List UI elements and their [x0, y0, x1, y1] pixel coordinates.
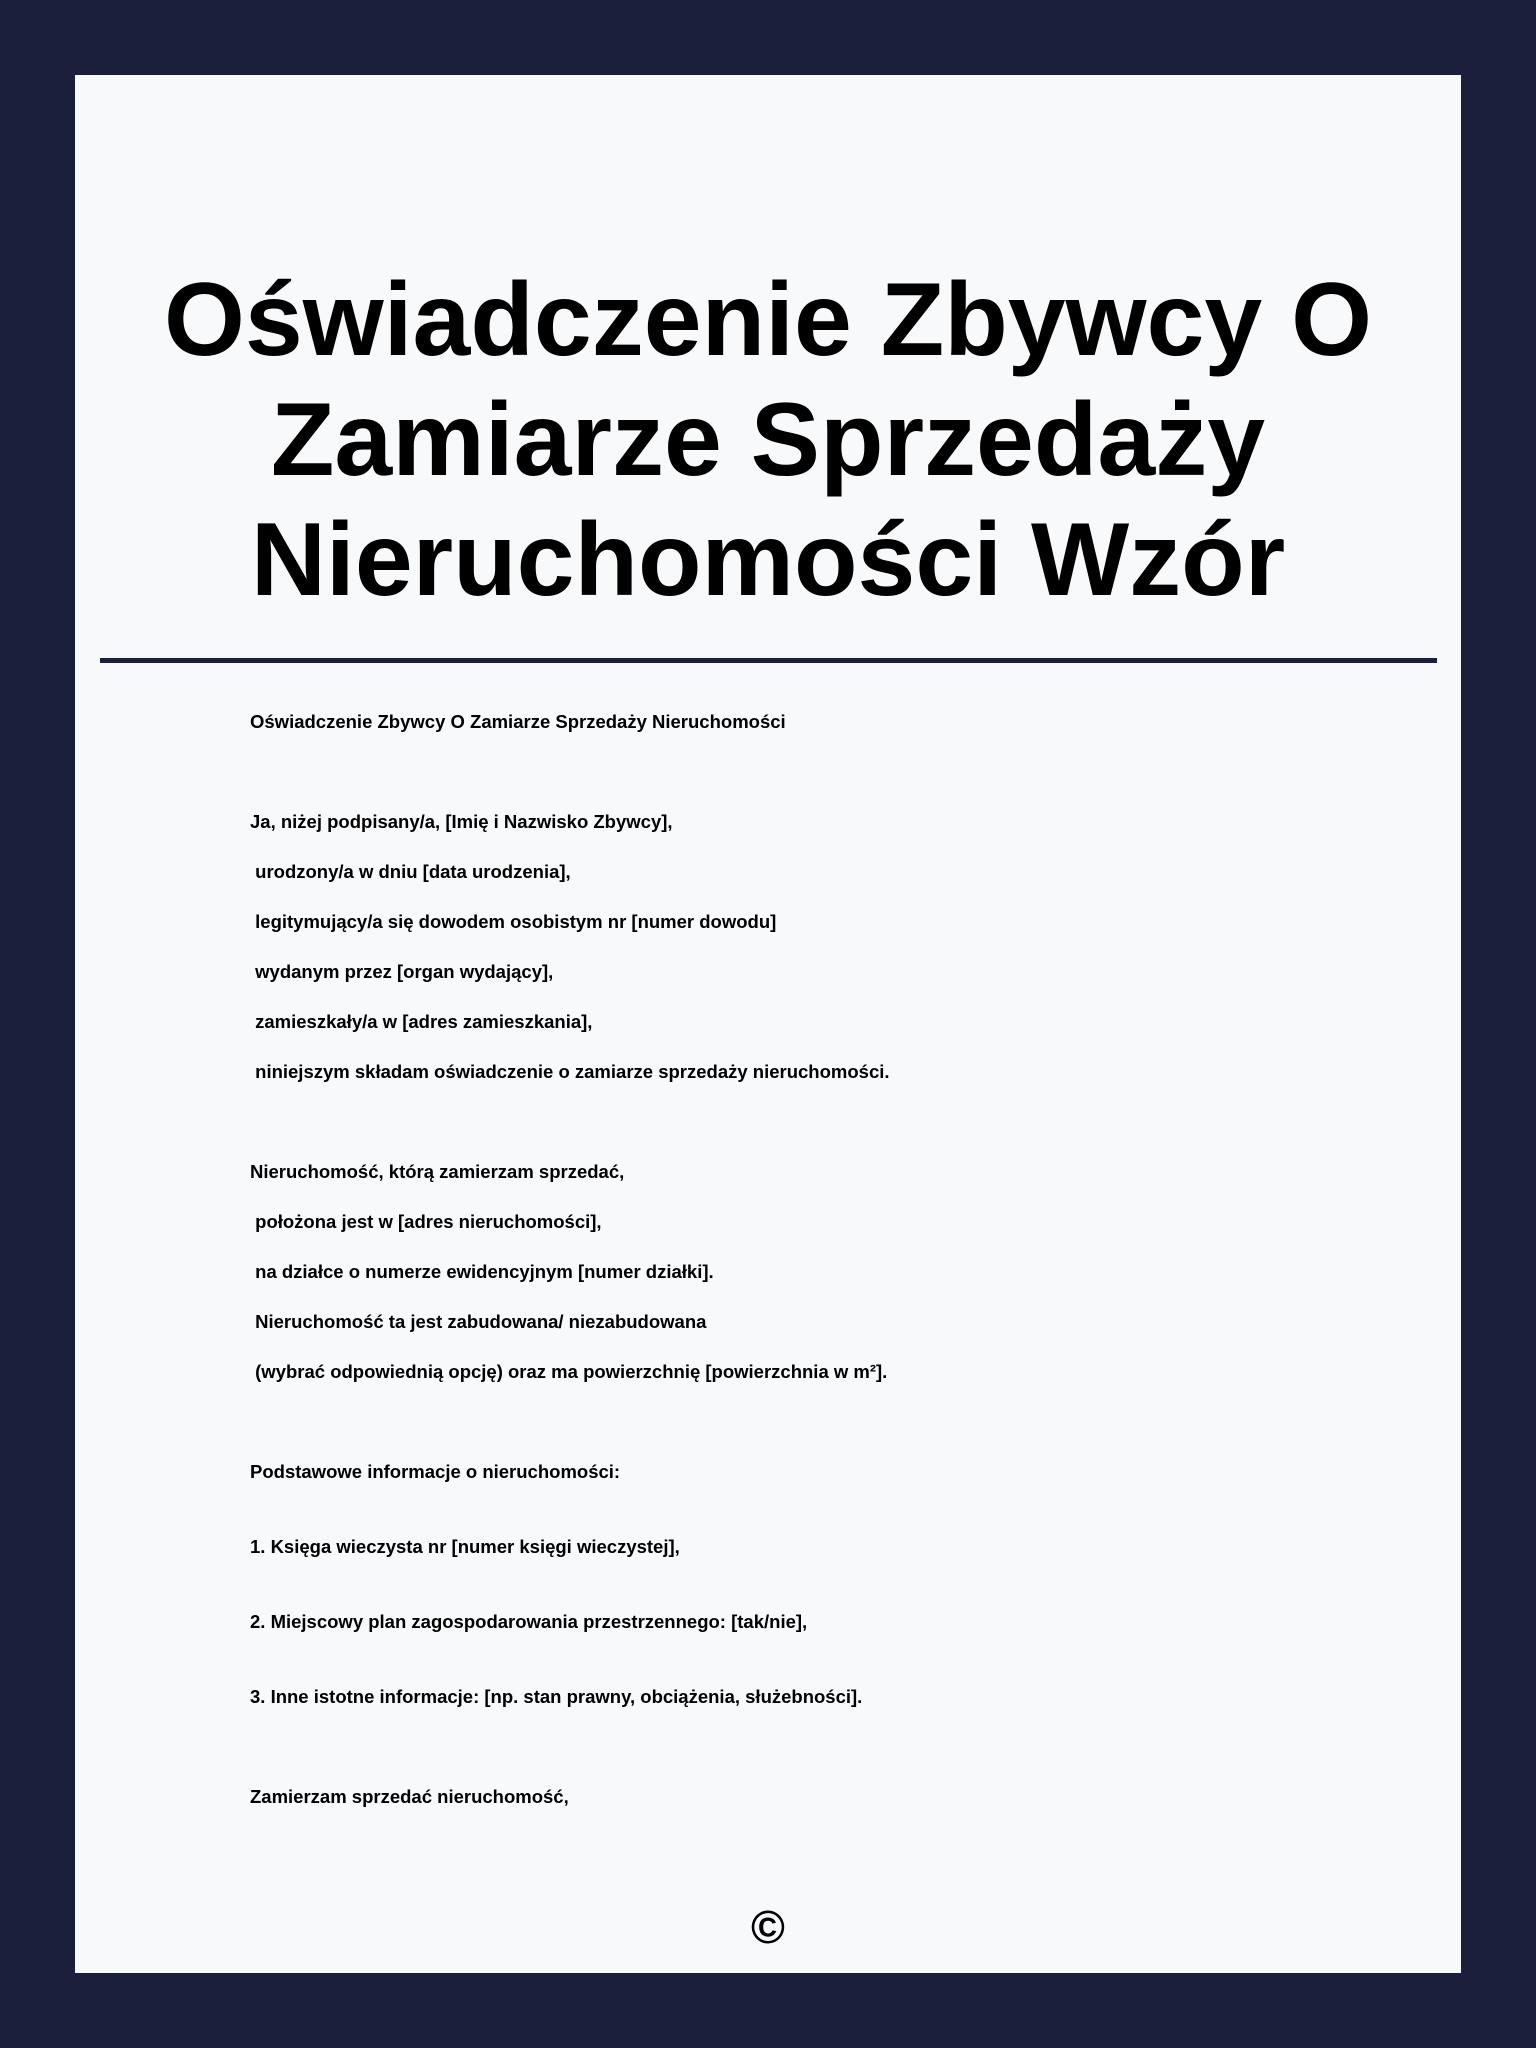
document-page: [75, 75, 1461, 1973]
paragraph-line: wydanym przez [organ wydający],: [250, 961, 554, 982]
paragraph-line: Nieruchomość, którą zamierzam sprzedać,: [250, 1161, 625, 1182]
copyright-icon: ©: [751, 1901, 785, 1953]
paragraph-line: urodzony/a w dniu [data urodzenia],: [250, 861, 571, 882]
paragraph-line: (wybrać odpowiednią opcję) oraz ma powierzchnię [powierzchnia w m²].: [250, 1361, 888, 1382]
page-title: [75, 260, 1461, 620]
closing-line: Zamierzam sprzedać nieruchomość,: [250, 1786, 569, 1807]
paragraph-line: na działce o numerze ewidencyjnym [numer działki].: [250, 1261, 714, 1282]
list-item: 3. Inne istotne informacje: [np. stan prawny, obciążenia, służebności].: [250, 1686, 863, 1707]
paragraph-line: legitymujący/a się dowodem osobistym nr [numer dowodu]: [250, 911, 777, 932]
list-item: 2. Miejscowy plan zagospodarowania przestrzennego: [tak/nie],: [250, 1611, 808, 1632]
title-line: Zamiarze Sprzedaży: [270, 382, 1266, 498]
title-line: Oświadczenie Zbywcy O: [164, 262, 1372, 378]
paragraph-line: niniejszym składam oświadczenie o zamiarze sprzedaży nieruchomości.: [250, 1061, 890, 1082]
info-heading: Podstawowe informacje o nieruchomości:: [250, 1461, 621, 1482]
paragraph-line: Ja, niżej podpisany/a, [Imię i Nazwisko Zbywcy],: [250, 811, 673, 832]
list-item: 1. Księga wieczysta nr [numer księgi wieczystej],: [250, 1536, 680, 1557]
paragraph-line: Nieruchomość ta jest zabudowana/ niezabudowana: [250, 1311, 707, 1332]
paragraph-line: zamieszkały/a w [adres zamieszkania],: [250, 1011, 593, 1032]
paragraph-line: położona jest w [adres nieruchomości],: [250, 1211, 602, 1232]
document-heading: Oświadczenie Zbywcy O Zamiarze Sprzedaży Nieruchomości: [250, 711, 786, 732]
title-divider: [100, 658, 1437, 663]
title-line: Nieruchomości Wzór: [250, 502, 1286, 618]
